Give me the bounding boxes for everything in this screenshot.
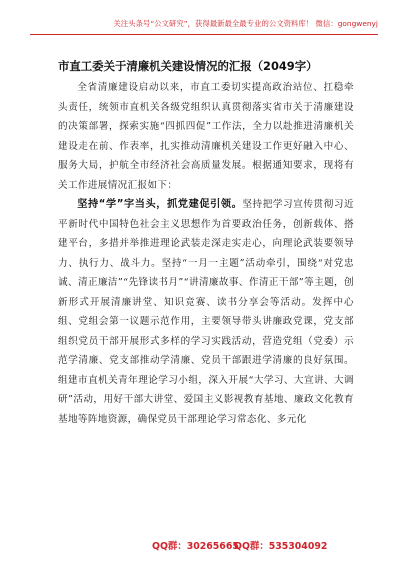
paragraph-intro-text: 全省清廉建设启动以来，市直工委切实提高政治站位、扛稳牵头责任，统领市直机关各级党组织认真贯彻落实省市关于清廉建设的决策部署，探索实施“四抓四促”工作法，全力以赴推进清廉机关建设走在前、作表率，扎实推动清廉机关建设工作更好融入中心、服务大局，护航全市经济社会高质量发展。根据通知要求，现将有关工作进展情况汇报如下：: [58, 82, 354, 191]
footer-contacts: [0, 538, 408, 552]
footer-qq-group-1: QQ群：30265665: [152, 541, 239, 552]
header-rule: [30, 34, 378, 35]
header-banner: 关注头条号“公文研究”，获得最新最全最专业的公文资料库！ 微信：gongwenyj: [113, 19, 378, 28]
document-body: [58, 78, 354, 429]
paragraph-study-lead: 坚持“学”字当头，抓党建促引领。: [77, 199, 243, 210]
footer-qq-group-2: QQ群：535304092: [234, 541, 328, 552]
paragraph-study: [58, 195, 354, 429]
paragraph-study-text: 坚持把学习宣传贯彻习近平新时代中国特色社会主义思想作为首要政治任务，创新载体、搭建平台，多措并举推进理论武装走深走实走心，向理论武装要领导力、执行力、战斗力。坚持“一月一主题”活动牵引，围绕“对党忠诚、清正廉洁”“先锋读书月”“讲清廉故事、作清正干部”等主题，创新形式开展清廉讲堂、知识竞赛、读书分享会等活动。发挥中心组、党组会第一议题示范作用，主要领导带头讲廉政党课，党支部组织党员干部开展形式多样的学习实践活动，营造党组（党委）示范学清廉、党支部推动学清廉、党员干部跟进学清廉的良好氛围。组建市直机关青年理论学习小组，深入开展“大学习、大宣讲、大调研”活动，用好干部大讲堂、爱国主义影视教育基地、廉政文化教育基地等阵地资源，确保党员干部理论学习常态化、多元化: [58, 199, 354, 425]
paragraph-intro: [58, 78, 354, 195]
document-title: 市直工委关于清廉机关建设情况的汇报（2049字）: [58, 59, 318, 73]
